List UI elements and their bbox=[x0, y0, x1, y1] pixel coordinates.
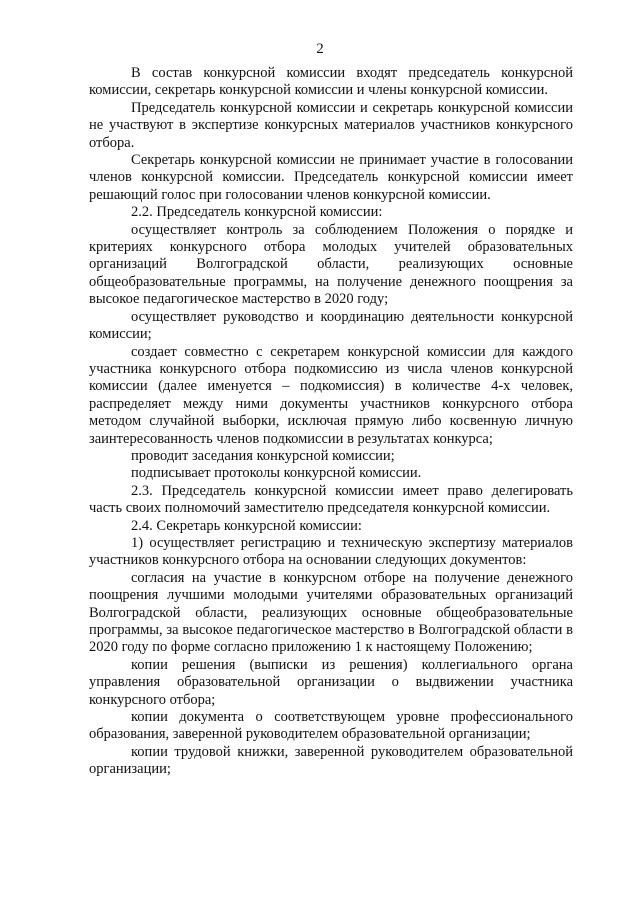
paragraph-secretary-voting: Секретарь конкурсной комиссии не принимает участие в голосовании членов конкурсной комиссии. Председатель конкурсной комиссии имеет решающий голос при голосовании членов конкурсной комиссии. bbox=[89, 152, 573, 203]
page-number: 2 bbox=[316, 41, 324, 57]
paragraph-chair-management: осуществляет руководство и координацию деятельности конкурсной комиссии; bbox=[89, 308, 573, 343]
section-2-3: 2.3. Председатель конкурсной комиссии имеет право делегировать часть своих полномочий заместителю председателя конкурсной комиссии. bbox=[89, 482, 573, 517]
section-heading-2-2: 2.2. Председатель конкурсной комиссии: bbox=[131, 204, 383, 221]
paragraph-chair-control: осуществляет контроль за соблюдением Положения о порядке и критериях конкурсного отбора молодых учителей образовательных организаций Волгоградской области, реализующих основные общеобразовательные программы, на получение денежного поощрения за высокое педагогическое мастерство в 2020 году; bbox=[89, 221, 573, 308]
paragraph-chair-secretary-expertise: Председатель конкурсной комиссии и секретарь конкурсной комиссии не участвуют в экспертизе конкурсных материалов участников конкурсного отбора. bbox=[89, 99, 573, 151]
document-body bbox=[89, 65, 573, 779]
paragraph-employment-record: копии трудовой книжки, заверенной руководителем образовательной организации; bbox=[89, 743, 573, 778]
paragraph-protocols: подписывает протоколы конкурсной комиссии. bbox=[131, 465, 422, 482]
paragraph-decision-copy: копии решения (выписки из решения) коллегиального органа управления образовательной организации о выдвижении участника конкурсного отбора; bbox=[89, 656, 573, 708]
paragraph-consent: согласия на участие в конкурсном отборе на получение денежного поощрения лучшими молодыми учителями образовательных организаций Волгоградской области, реализующих основные общеобразовательные программы, за высокое педагогическое мастерство в Волгоградской области в 2020 году по форме согласно приложению 1 к настоящему Положению; bbox=[89, 569, 573, 656]
paragraph-registration: 1) осуществляет регистрацию и техническую экспертизу материалов участников конкурсного отбора на основании следующих документов: bbox=[89, 534, 573, 569]
paragraph-subcommission: создает совместно с секретарем конкурсной комиссии для каждого участника конкурсного отбора подкомиссию из числа членов конкурсной комиссии (далее именуется – подкомиссия) в количестве 4-х человек, распределяет между ними документы участников конкурсного отбора методом случайной выборки, исключая прямую либо косвенную личную заинтересованность членов подкомиссии в результатах конкурса; bbox=[89, 343, 573, 447]
paragraph-commission-composition: В состав конкурсной комиссии входят председатель конкурсной комиссии, секретарь конкурсной комиссии и члены конкурсной комиссии. bbox=[89, 65, 573, 99]
paragraph-meetings: проводит заседания конкурсной комиссии; bbox=[131, 447, 395, 464]
paragraph-education-document: копии документа о соответствующем уровне профессионального образования, заверенной руководителем образовательной организации; bbox=[89, 709, 573, 743]
section-heading-2-4: 2.4. Секретарь конкурсной комиссии: bbox=[131, 517, 362, 534]
